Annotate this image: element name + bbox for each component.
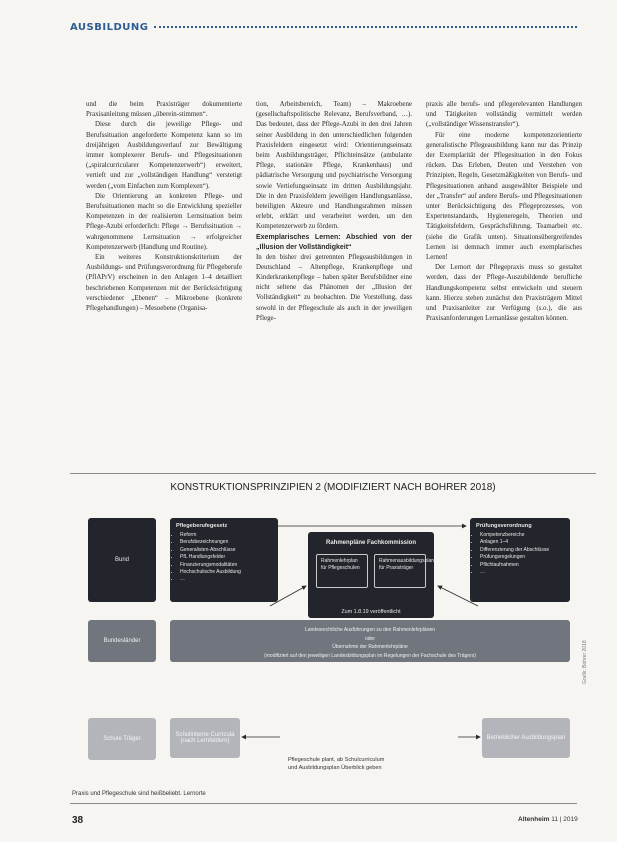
- paragraph: Diese durch die jeweilige Pflege- und Berufssituation angeforderte Kompetenz kann so im dreijährigen Ausbildungsverlauf zur Bewältigung immer komplexerer Berufs- und Pflegesituationen („spiralcurricularer Kompetenzerwerb“) erweitert, vertieft und zur „vollständigen Handlung“ verstetigt werden („vom Einfachen zum Komplexen“).: [86, 121, 242, 190]
- box-title: Pflegeberufegesetz: [176, 523, 228, 529]
- list-item: • …: [180, 576, 278, 583]
- ausbildungsplan-box: [482, 718, 570, 758]
- subheading: Exemplarisches Lernen: Abschied von der „Illusion der Vollständigkeit“: [256, 233, 412, 251]
- list-item: • Hochschulische Ausbildung: [180, 569, 278, 576]
- schulcurriculum-box: [170, 718, 240, 758]
- rahmenausbildungsplan-box: Rahmenausbildungsplan für Praxisträger: [374, 554, 426, 588]
- graphic-credit: Grafik: Bohrer 2018: [582, 640, 588, 684]
- list-item: • Reform: [180, 532, 278, 539]
- rahmenlehrplan-box: Rahmenlehrplan für Pflegeschulen: [316, 554, 368, 588]
- note-line: Pflegeschule plant, ab Schulcurriculum: [288, 757, 385, 763]
- bar-line: oder: [364, 635, 375, 642]
- list-item: • Prüfungsregelungen: [480, 554, 570, 561]
- header-dotted-rule: [154, 26, 577, 28]
- row-label-schule-traeger: [88, 718, 156, 760]
- column-3: [426, 100, 582, 324]
- list-item: • …: [480, 569, 570, 576]
- journal-title: Altenheim: [518, 816, 550, 823]
- page-number: 38: [72, 815, 84, 826]
- article-body: [86, 100, 586, 470]
- list-item: • Berufsbezeichnungen: [180, 539, 278, 546]
- list-item: • Pflichtaufnahmen: [480, 562, 570, 569]
- box-text: Betrieblicher Ausbildungsplan: [486, 735, 566, 741]
- paragraph: tion, Arbeitsbereich, Team) – Makroebene (gesellschaftspolitische Relevanz, Berufsverband, …). Das bedeutet, dass der Pflege-Azubi in den drei Jahren seiner Ausbildung in den unterschiedlichen folgenden Praxisfeldern eingesetzt wird: Orientierungseinsatz beim Ausbildungsträger, Pflichteinsätze (ambulante Pflege, stationäre Pflege, Krankenhaus) und pädiatrische Versorgung und psychiatrische Versorgung sowie Vertiefungseinsatz im dritten Ausbildungsjahr. Die in den Praxisfeldern jeweiligen Handlungsanlässe, beteiligten Akteure und Handlungsrahmen müssen erlebt, erklärt und verarbeitet werden, um den Kompetenzerwerb zu fördern.: [256, 101, 412, 231]
- footer-rule: [70, 803, 577, 804]
- list-item: • Kompetenzbereiche: [480, 532, 570, 539]
- journal-issue: 11 | 2019: [551, 816, 578, 823]
- diagram-figure: [70, 473, 596, 786]
- list-item: • Generalisten-Abschlüsse: [180, 547, 278, 554]
- box-text: Schulinterne Curricula (nach Lernfeldern): [175, 732, 235, 744]
- note-line: und Ausbildungsplan Überblick geben: [288, 765, 382, 771]
- paragraph: Der Lernort der Pflegepraxis muss so gestaltet werden, dass der Pflege-Auszubildende berufliche Handlungskompetenz selbst entwickeln und steuern kann. Hierzu stehen zunächst den Praxisträgern Mittel und Praxisanleiter zur Verfügung (s.o.), die aus Praxisanforderungen Lernanlässe gestalten können.: [426, 264, 582, 323]
- paragraph: Ein weiteres Konstruktionskriterium der Ausbildungs- und Prüfungsverordnung für Pflegeberufe (PflAPrV) erscheinen in den Anlagen 1–4 detailliert beschriebenen Kompetenzen mit der Berücksichtigung verschiedener „Ebenen“ – Mikroebene (konkrete Pflegehandlungen) – Mesoebene (Organisa-: [86, 254, 242, 313]
- bar-line: Übernahme der Rahmenlehrpläne: [332, 644, 408, 650]
- arrow-verordnung-to-rahmen: [438, 586, 478, 606]
- diagram-note: [288, 756, 384, 772]
- bar-line: Landesrechtliche Ausführungen zu den Rahmenlehrplänen: [304, 627, 436, 633]
- publication-note: Zum 1.8.19 veröffentlicht: [341, 609, 401, 615]
- bar-text: [170, 626, 570, 660]
- row-label-text: Schule Träger: [103, 736, 141, 742]
- paragraph: Die Orientierung an konkreten Pflege- und Berufssituationen macht so die Entwicklung spezieller Kompetenzen in der realisierten Lernsituation beim Pflege-Azubi erforderlich: Pflege → Berufssituation → wahrgenommene Lernsituation → erfolgreicher Kompetenzerwerb (Handlung und Routine).: [86, 192, 242, 251]
- paragraph: Für eine moderne kompetenzorientierte generalistische Pflegeausbildung kann nur das Prinzip der Exemplarität der Pflegesituation in den Fokus rücken. Das Erleben, Deuten und Verstehen von Prinzipien, Regeln, Gesetzmäßigkeiten von Berufs- und Pflegesituationen anhand ausgewählter Beispiele und der „Transfer“ auf andere Berufs- und Pflegesituationen unter Berücksichtigung des Pflegeprozesses, von Expertenstandards, Hygieneregeln, Theorien und Tätigkeitsfeldern, Gesprächsführung, Teamarbeit etc. (siehe die Grafik unten). Situationsübergreifendes Lernen ist demnach immer auch exemplarisches Lernen!: [426, 131, 582, 262]
- list-item: • Finanzierungsmodalitäten: [180, 562, 278, 569]
- list-item: • PfL Handlungsfelder: [180, 554, 278, 561]
- row-label-bundeslaender: [88, 620, 156, 662]
- list-item: • Differenzierung der Abschlüsse: [480, 547, 570, 554]
- arrow-gesetz-to-rahmen: [270, 586, 306, 606]
- row-label-text: Bund: [114, 557, 129, 563]
- page-header: [70, 20, 577, 34]
- landesrecht-bar: [170, 620, 570, 662]
- section-label: AUSBILDUNG: [70, 21, 149, 33]
- paragraph: und die beim Praxisträger dokumentierte Praxisanleitung müssen „überein-stimmen“.: [86, 101, 242, 119]
- bar-line: (modifiziert auf den jeweiligen Landesbildungsplan im Regelungen der Fachschule des Trägers): [264, 652, 476, 659]
- list-item: • Anlagen 1–4: [480, 539, 570, 546]
- paragraph: In den bisher drei getrennten Pflegeausbildungen in Deutschland – Altenpflege, Krankenpflege und Kinderkrankenpflege – haben später Berufsbildner eine nicht seltene das Phänomen der „Illusion der Vollständigkeit“ zu beobachten. Die Vorstellung, dass sowohl in der Pflegeschule als auch in der jeweiligen Pflege-: [256, 253, 412, 322]
- figure-caption: Praxis und Pflegeschule sind heißbeliebt. Lernorte: [72, 791, 206, 797]
- box-title: Rahmenpläne Fachkommission: [325, 540, 417, 546]
- row-label-text: Bundesländer: [103, 638, 141, 644]
- box-title: Prüfungsverordnung: [476, 523, 532, 529]
- column-2: [256, 100, 412, 324]
- journal-name: [518, 816, 578, 823]
- figure-title: KONSTRUKTIONSPRINZIPIEN 2 (MODIFIZIERT NACH BOHRER 2018): [170, 482, 496, 493]
- paragraph: praxis alle berufs- und pflegerelevanten Handlungen und Tätigkeiten vollständig vermittelt werden („vollständiger Wissenstransfer“).: [426, 101, 582, 129]
- column-1: [86, 100, 242, 314]
